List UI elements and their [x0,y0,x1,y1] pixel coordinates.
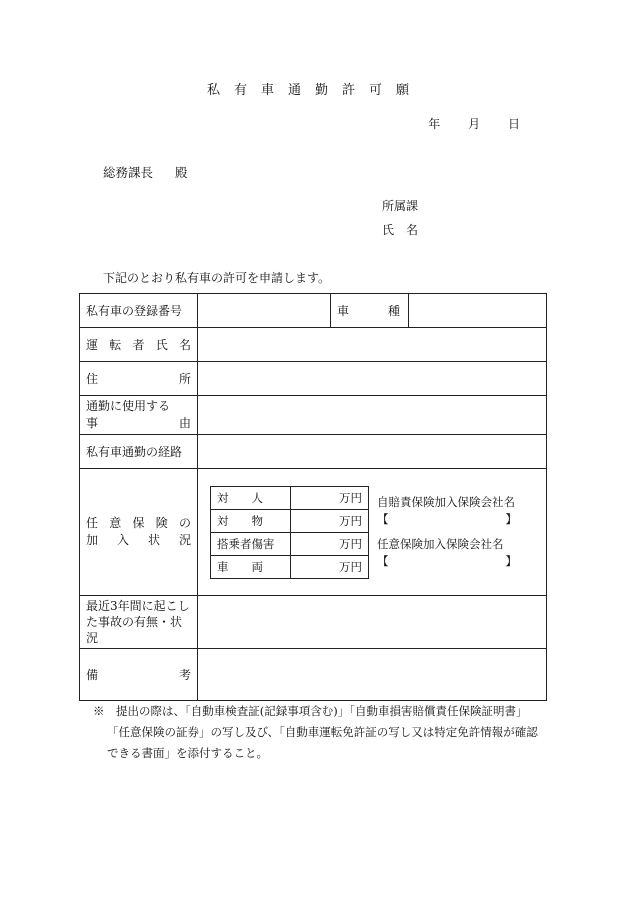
driver-field[interactable] [198,328,547,362]
recipient-title: 総務課長 [103,165,154,180]
page-title: 私有車通勤許可願 [206,83,423,98]
insurance-details [198,469,547,596]
row-insurance [80,469,547,596]
compulsory-insurer-field[interactable]: 【 】 [377,512,517,526]
row-route [80,435,547,469]
car-type-field[interactable] [409,294,547,328]
insurer-names [377,494,517,570]
row-registration [80,294,547,328]
voluntary-insurer-field[interactable]: 【 】 [377,554,517,568]
accident-field[interactable] [198,596,547,649]
registration-field[interactable] [198,294,331,328]
note-line: ※ 提出の際は、「自動車検査証(記録事項含む)」「自動車損害賠償責任保険証明書」 [93,704,528,718]
coverage-row [211,555,369,578]
coverage-amount[interactable]: 万円 [291,486,369,509]
name-label: 氏 名 [382,223,419,237]
coverage-amount[interactable]: 万円 [291,509,369,532]
date-day: 日 [507,117,520,131]
date-line [422,115,520,132]
insurance-label: 任 意 保 険 の 加 入 状 況 [80,469,198,596]
address-field[interactable] [198,362,547,396]
remarks-field[interactable] [198,649,547,701]
coverage-row [211,532,369,555]
registration-label: 私有車の登録番号 [80,294,198,328]
note-line: 「任意保険の証券」の写し及び、「自動車運転免許証の写し又は特定免許情報が確認 [107,725,538,739]
coverage-row [211,509,369,532]
reason-field[interactable] [198,396,547,435]
row-reason [80,396,547,435]
coverage-label: 対 人 [211,486,291,509]
recipient-honorific: 殿 [175,165,188,180]
coverage-label: 対 物 [211,509,291,532]
coverage-label: 車 両 [211,555,291,578]
coverage-label: 搭乗者傷害 [211,532,291,555]
route-label: 私有車通勤の経路 [80,435,198,469]
row-address [80,362,547,396]
row-driver [80,328,547,362]
intro-text: 下記のとおり私有車の許可を申請します。 [103,271,331,285]
reason-label: 通勤に使用する 事 由 [80,396,198,435]
recipient [103,163,188,181]
driver-label: 運 転 者 氏 名 [80,328,198,362]
submission-note [93,701,538,764]
date-year: 年 [428,117,441,131]
row-accidents [80,596,547,649]
remarks-label: 備 考 [80,649,198,701]
dept-label: 所属課 [382,199,419,213]
voluntary-insurer-label: 任意保険加入保険会社名 [377,537,504,551]
accident-label: 最近3年間に起こし た事故の有無・状 況 [80,596,198,649]
insurance-coverage-table [210,486,369,579]
row-remarks [80,649,547,701]
note-line: できる書面」を添付すること。 [107,746,268,760]
car-type-label: 車 種 [331,294,409,328]
address-label: 住 所 [80,362,198,396]
coverage-row [211,486,369,509]
date-month: 月 [468,117,481,131]
coverage-amount[interactable]: 万円 [291,555,369,578]
route-field[interactable] [198,435,547,469]
compulsory-insurer-label: 自賠責保険加入保険会社名 [377,495,515,509]
application-form [79,293,547,701]
coverage-amount[interactable]: 万円 [291,532,369,555]
